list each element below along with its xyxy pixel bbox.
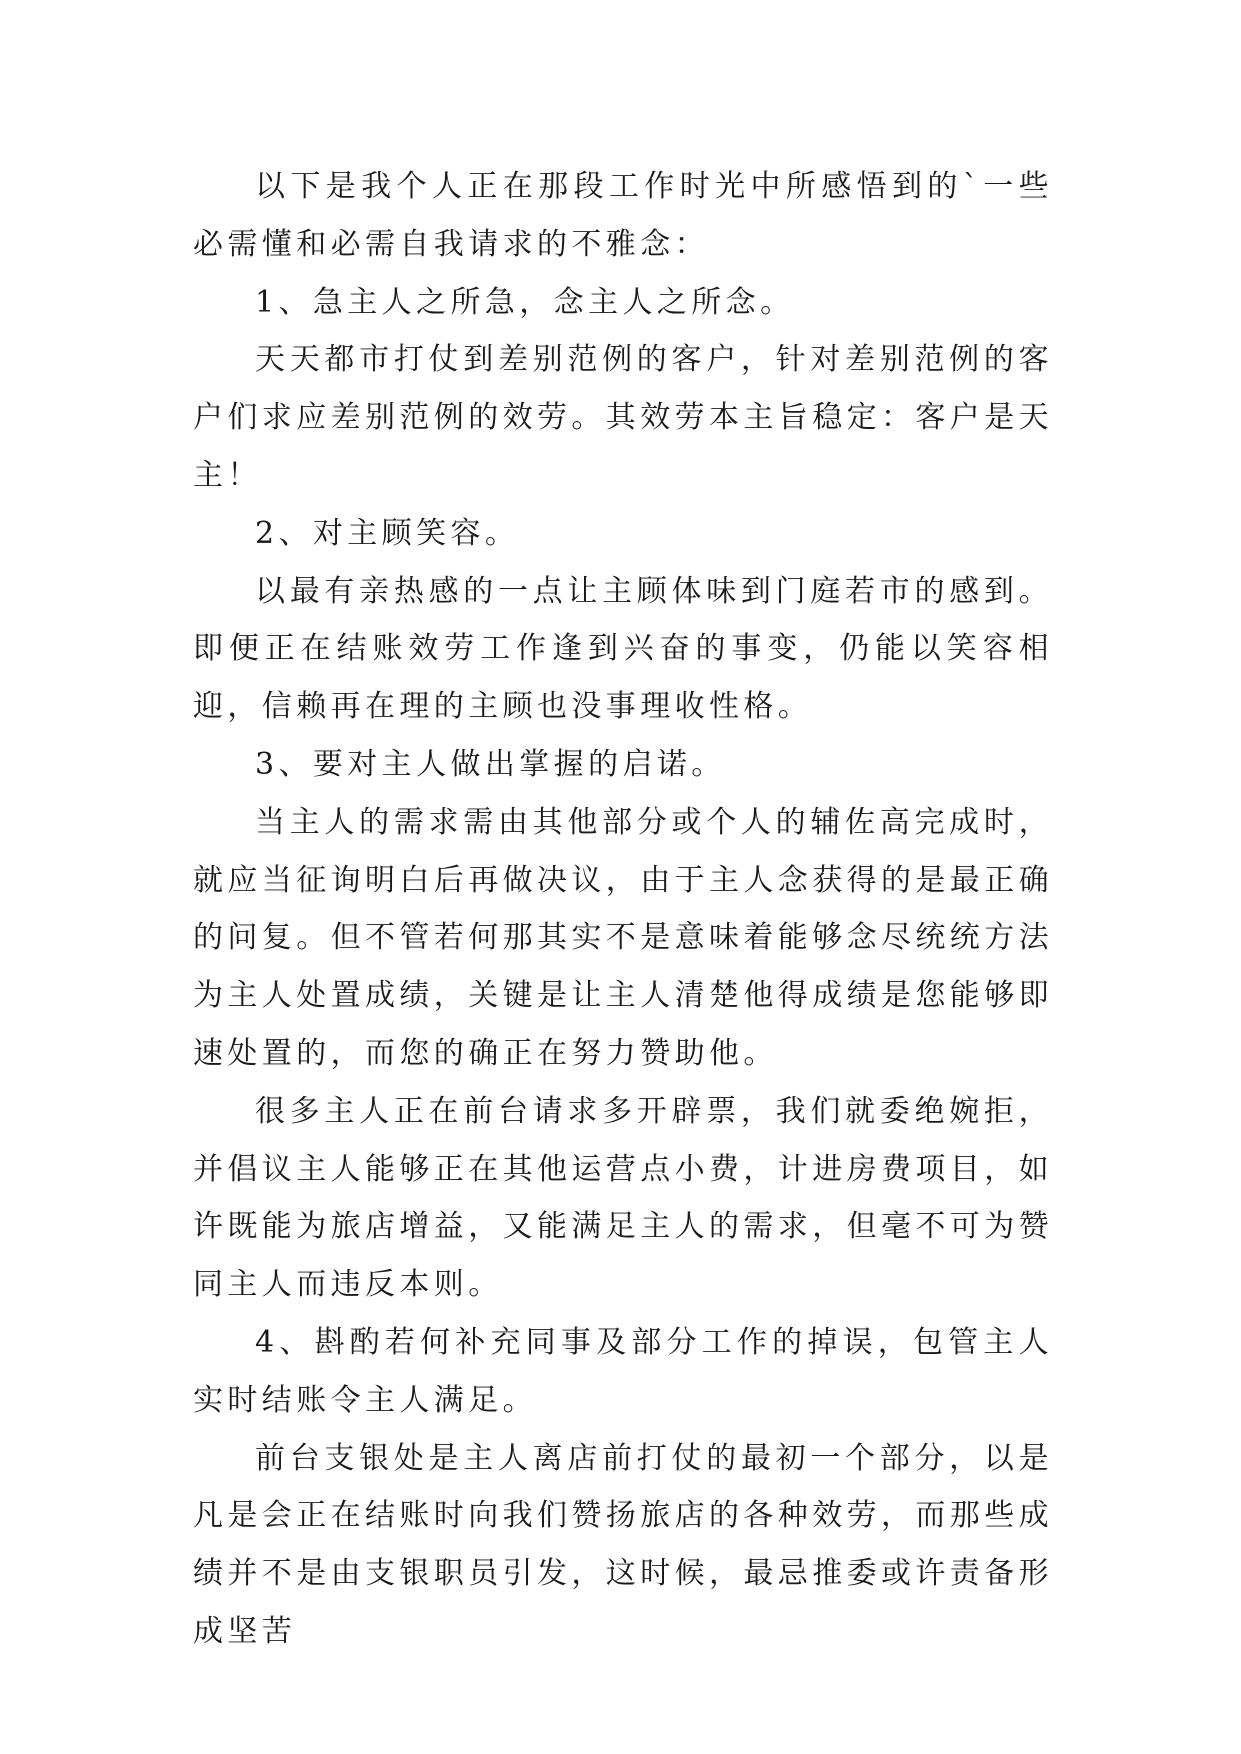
paragraph: 前台支银处是主人离店前打仗的最初一个部分，以是凡是会正在结账时向我们赞扬旅店的各种效劳，而那些成绩并不是由支银职员引发，这时候，最忌推委或许责备形成坚苦 [193, 1440, 1053, 1649]
list-heading-3: 3、要对主人做出掌握的启诺。 [255, 746, 726, 782]
list-heading-4: 4、斟酌若何补充同事及部分工作的掉误，包管主人实时结账令主人满足。 [193, 1324, 1053, 1418]
paragraph: 以下是我个人正在那段工作时光中所感悟到的`一些必需懂和必需自我请求的不雅念： [193, 169, 1053, 262]
list-heading-1: 1、急主人之所急，念主人之所念。 [255, 284, 795, 320]
paragraph: 天天都市打仗到差别范例的客户，针对差别范例的客户们求应差别范例的效劳。其效劳本主旨稳定：客户是天主！ [193, 342, 1053, 493]
document-body [193, 158, 1053, 1661]
paragraph: 当主人的需求需由其他部分或个人的辅佐高完成时，就应当征询明白后再做决议，由于主人念获得的是最正确的问复。但不管若何那其实不是意味着能够念尽统统方法为主人处置成绩，关键是让主人清楚他得成绩是您能够即速处置的，而您的确正在努力赞助他。 [193, 804, 1053, 1071]
paragraph: 以最有亲热感的一点让主顾体味到门庭若市的感到。即便正在结账效劳工作逢到兴奋的事变，仍能以笑容相迎，信赖再在理的主顾也没事理收性格。 [193, 573, 1053, 725]
paragraph: 很多主人正在前台请求多开辟票，我们就委绝婉拒，并倡议主人能够正在其他运营点小费，计进房费项目，如许既能为旅店增益，又能满足主人的需求，但毫不可为赞同主人而违反本则。 [193, 1093, 1053, 1303]
list-heading-2: 2、对主顾笑容。 [255, 515, 520, 551]
